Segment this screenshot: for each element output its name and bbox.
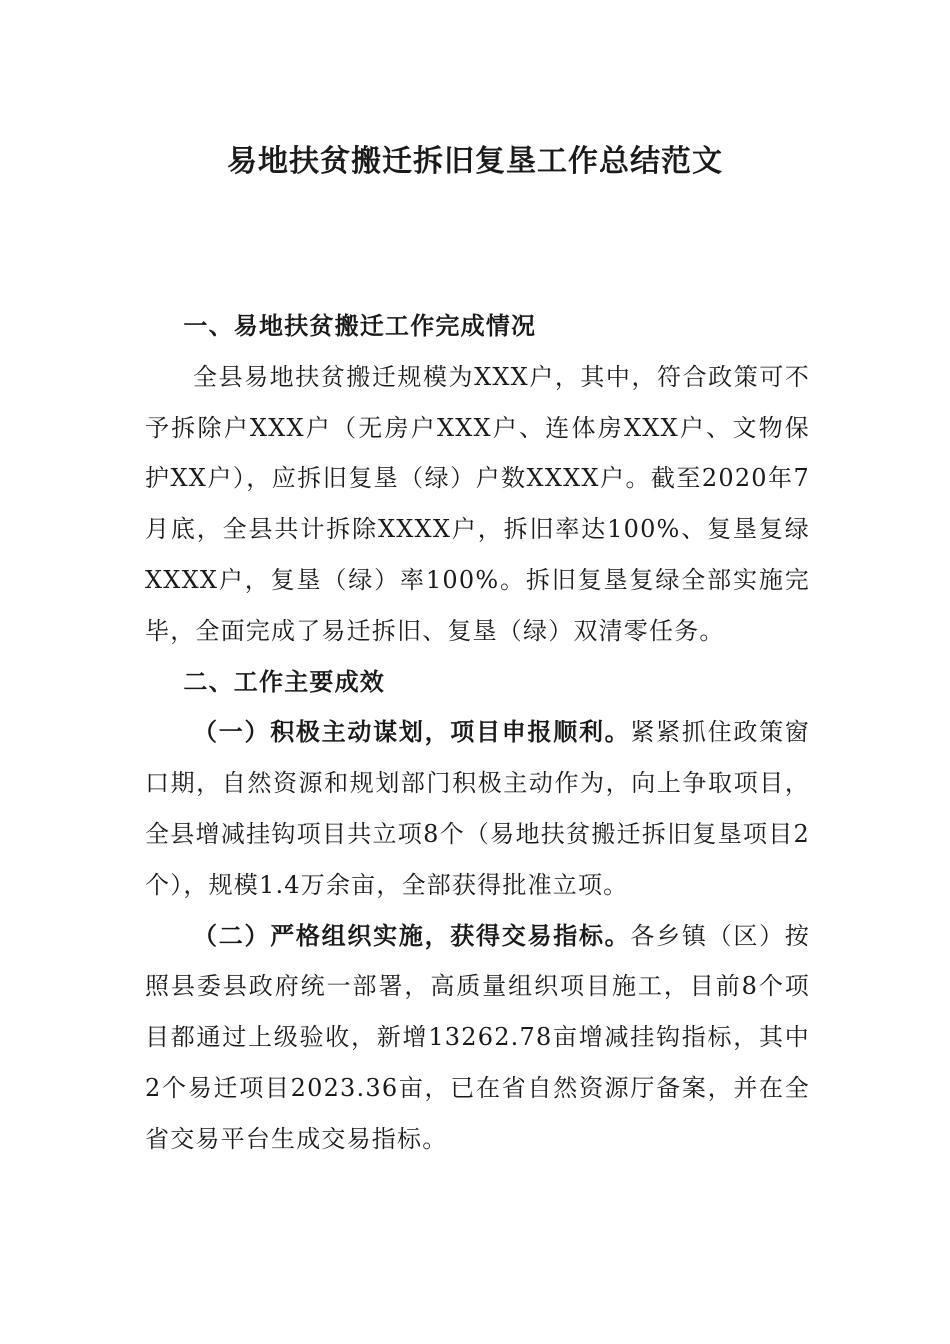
document-body — [145, 301, 810, 1165]
section-2-heading: 二、工作主要成效 — [183, 666, 385, 696]
section-2-item-2-lead: （二）严格组织实施，获得交易指标。 — [193, 920, 631, 950]
section-1-paragraph: 全县易地扶贫搬迁规模为XXX户，其中，符合政策可不予拆除户XXX户（无房户XXX户、连体房XXX户、文物保护XX户），应拆旧复垦（绿）户数XXXX户。截至2020年7月底，全县共计拆除XXXX户，拆旧率达100%、复垦复绿XXXX户，复垦（绿）率100%。拆旧复垦复绿全部实施完毕，全面完成了易迁拆旧、复垦（绿）双清零任务。 — [145, 362, 810, 645]
section-2-item-2 — [145, 911, 810, 1165]
section-2-item-1 — [145, 707, 810, 910]
section-2-item-1-text: 紧紧抓住政策窗口期，自然资源和规划部门积极主动作为，向上争取项目，全县增减挂钩项目共立项8个（易地扶贫搬迁拆旧复垦项目2个），规模1.4万余亩，全部获得批准立项。 — [145, 718, 811, 899]
section-1-heading: 一、易地扶贫搬迁工作完成情况 — [183, 311, 537, 340]
section-2-item-2-text: 各乡镇（区）按照县委县政府统一部署，高质量组织项目施工，目前8个项目都通过上级验收，新增13262.78亩增减挂钩指标，其中2个易迁项目2023.36亩，已在省自然资源厅备案，并在全省交易平台生成交易指标。 — [145, 921, 811, 1153]
section-2-item-1-lead: （一）积极主动谋划，项目申报顺利。 — [193, 717, 631, 747]
document-title: 易地扶贫搬迁拆旧复垦工作总结范文 — [227, 144, 723, 179]
